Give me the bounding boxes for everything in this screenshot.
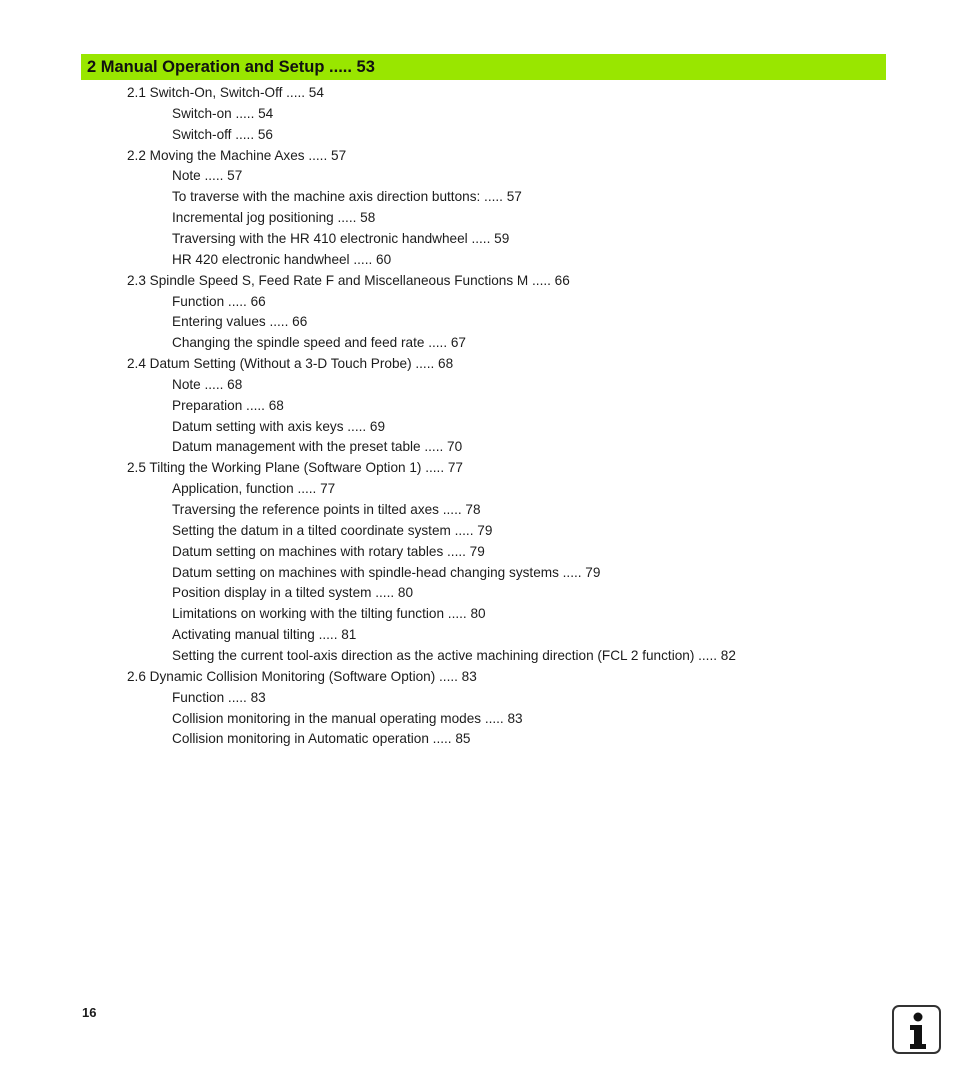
toc-subsection-entry[interactable]: Note ..... 57 — [172, 168, 243, 184]
toc-subsection-entry[interactable]: Activating manual tilting ..... 81 — [172, 627, 357, 643]
toc-section-entry[interactable]: 2.4 Datum Setting (Without a 3-D Touch Probe) ..... 68 — [127, 356, 454, 372]
toc-section-entry[interactable]: 2.2 Moving the Machine Axes ..... 57 — [127, 147, 347, 163]
toc-section-entry[interactable]: 2.3 Spindle Speed S, Feed Rate F and Miscellaneous Functions M ..... 66 — [127, 272, 570, 288]
toc-section-entry[interactable]: 2.1 Switch-On, Switch-Off ..... 54 — [127, 85, 324, 100]
chapter-title: 2 Manual Operation and Setup ..... 53 — [87, 57, 375, 76]
toc-section-entry[interactable]: 2.6 Dynamic Collision Monitoring (Software Option) ..... 83 — [127, 668, 477, 684]
chapter-heading-bar — [81, 54, 886, 80]
toc-subsection-entry[interactable]: Function ..... 66 — [172, 293, 266, 309]
toc-subsection-entry[interactable]: Traversing with the HR 410 electronic handwheel ..... 59 — [172, 230, 510, 246]
toc-subsection-entry[interactable]: Incremental jog positioning ..... 58 — [172, 210, 376, 226]
toc-subsection-entry[interactable]: HR 420 electronic handwheel ..... 60 — [172, 251, 392, 267]
toc-subsection-entry[interactable]: Datum management with the preset table ..... 70 — [172, 439, 463, 455]
toc-subsection-entry[interactable]: Position display in a tilted system ..... 80 — [172, 585, 414, 601]
toc-subsection-entry[interactable]: Switch-on ..... 54 — [172, 105, 274, 121]
toc-subsection-entry[interactable]: Collision monitoring in the manual operating modes ..... 83 — [172, 710, 523, 726]
toc-section-entry[interactable]: 2.5 Tilting the Working Plane (Software Option 1) ..... 77 — [127, 460, 463, 476]
info-icon — [892, 1005, 941, 1054]
toc-subsection-entry[interactable]: Application, function ..... 77 — [172, 481, 336, 497]
toc-subsection-entry[interactable]: Datum setting with axis keys ..... 69 — [172, 418, 386, 434]
toc-subsection-entry[interactable]: Setting the datum in a tilted coordinate system ..... 79 — [172, 522, 493, 538]
toc-subsection-entry[interactable]: Note ..... 68 — [172, 376, 243, 392]
toc-subsection-entry[interactable]: Preparation ..... 68 — [172, 397, 284, 413]
toc-subsection-entry[interactable]: Limitations on working with the tilting function ..... 80 — [172, 606, 486, 622]
toc-subsection-entry[interactable]: Switch-off ..... 56 — [172, 126, 273, 142]
toc-subsection-entry[interactable]: To traverse with the machine axis direction buttons: ..... 57 — [172, 189, 522, 205]
page-number: 16 — [82, 1005, 97, 1020]
toc-subsection-entry[interactable]: Datum setting on machines with rotary tables ..... 79 — [172, 543, 485, 559]
toc-subsection-entry[interactable]: Function ..... 83 — [172, 689, 266, 705]
toc-subsection-entry[interactable]: Datum setting on machines with spindle-head changing systems ..... 79 — [172, 564, 601, 580]
toc-subsection-entry[interactable]: Entering values ..... 66 — [172, 314, 308, 330]
toc-subsection-entry[interactable]: Setting the current tool-axis direction as the active machining direction (FCL 2 function) ..... 82 — [172, 647, 736, 663]
toc-subsection-entry[interactable]: Traversing the reference points in tilted axes ..... 78 — [172, 502, 481, 517]
toc-subsection-entry[interactable]: Changing the spindle speed and feed rate ..... 67 — [172, 335, 466, 351]
toc-subsection-entry[interactable]: Collision monitoring in Automatic operation ..... 85 — [172, 731, 471, 747]
